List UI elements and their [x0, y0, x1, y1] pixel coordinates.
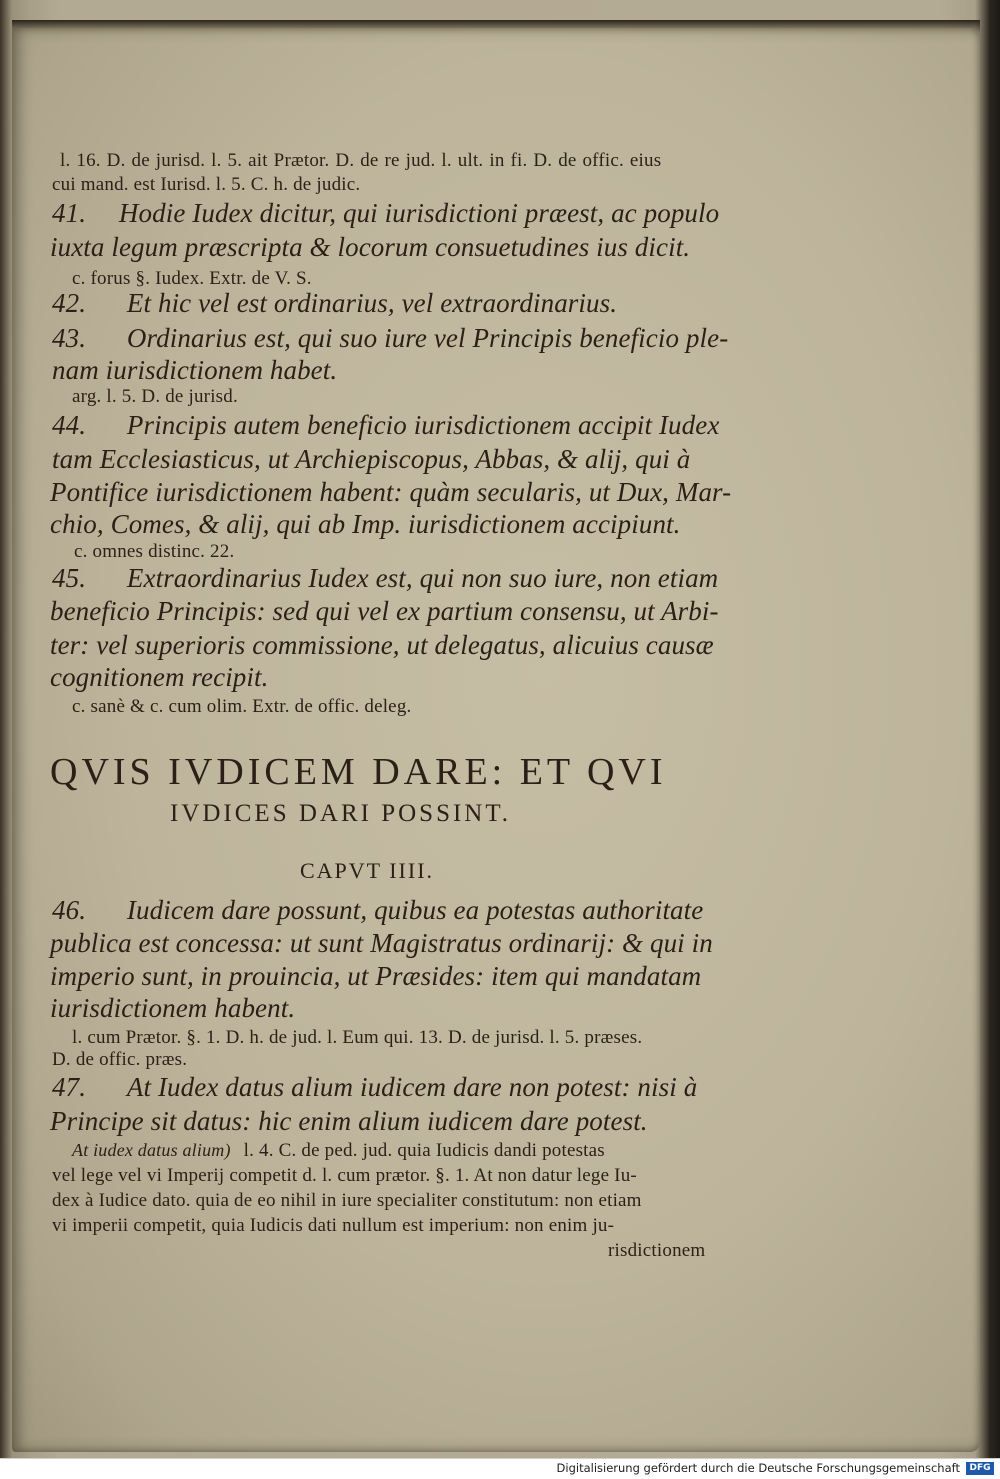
paragraph-line: [52, 323, 728, 354]
paragraph-number: 42.: [52, 288, 87, 318]
paragraph-number: 46.: [52, 895, 87, 925]
chapter-number: CAPVT IIII.: [300, 858, 435, 883]
paragraph-line: nam iurisdictionem habet.: [52, 355, 338, 385]
paragraph-line: [52, 563, 718, 594]
paragraph-line: [52, 198, 719, 229]
paragraph-line: tam Ecclesiasticus, ut Archiepiscopus, Abbas, & alij, qui à: [52, 444, 691, 474]
gloss-lemma: At iudex datus alium): [72, 1140, 231, 1160]
funding-notice: Digitalisierung gefördert durch die Deutsche Forschungsgemeinschaft: [556, 1461, 960, 1475]
citation-line: c. omnes distinc. 22.: [74, 541, 235, 562]
paragraph-text: Extraordinarius Iudex est, qui non suo iure, non etiam: [126, 563, 719, 593]
paragraph-line: [52, 410, 719, 441]
citation-line: c. sanè & c. cum olim. Extr. de offic. deleg.: [72, 696, 412, 717]
gloss-line: vel lege vel vi Imperij competit d. l. cum prætor. §. 1. At non datur lege Iu-: [52, 1165, 637, 1186]
paragraph-line: cognitionem recipit.: [50, 662, 269, 692]
dfg-logo: DFG: [966, 1462, 994, 1475]
gloss-line: [72, 1140, 605, 1162]
paragraph-line: [52, 895, 703, 926]
paragraph-text: Et hic vel est ordinarius, vel extraordinarius.: [126, 288, 618, 318]
footer-bar: [0, 1458, 1000, 1479]
paragraph-line: [52, 288, 617, 319]
paragraph-line: iurisdictionem habent.: [50, 993, 296, 1023]
chapter-title: QVIS IVDICEM DARE: ET QVI: [50, 751, 667, 793]
paragraph-line: publica est concessa: ut sunt Magistratus ordinarij: & qui in: [50, 928, 713, 958]
chapter-subtitle: IVDICES DARI POSSINT.: [170, 800, 512, 827]
paragraph-number: 47.: [52, 1072, 87, 1102]
citation-line: l. 16. D. de jurisd. l. 5. ait Prætor. D. de re jud. l. ult. in fi. D. de offic. eius: [60, 150, 662, 171]
gloss-line: vi imperii competit, quia Iudicis dati nullum est imperium: non enim ju-: [52, 1215, 615, 1236]
citation-line: D. de offic. præs.: [52, 1049, 188, 1070]
paragraph-line: imperio sunt, in prouincia, ut Præsides: item qui mandatam: [50, 961, 702, 991]
paragraph-text: Iudicem dare possunt, quibus ea potestas authoritate: [126, 895, 704, 925]
catchword: risdictionem: [608, 1240, 706, 1261]
paragraph-line: iuxta legum præscripta & locorum consuetudines ius dicit.: [50, 232, 691, 262]
paragraph-number: 43.: [52, 323, 87, 353]
paragraph-line: ter: vel superioris commissione, ut delegatus, alicuius causæ: [50, 630, 714, 660]
citation-line: l. cum Prætor. §. 1. D. h. de jud. l. Eum qui. 13. D. de jurisd. l. 5. præses.: [72, 1027, 643, 1048]
paragraph-text: Principis autem beneficio iurisdictionem accipit Iudex: [126, 410, 720, 440]
paragraph-number: 44.: [52, 410, 87, 440]
paragraph-number: 41.: [52, 198, 87, 228]
gloss-line: dex à Iudice dato. quia de eo nihil in iure specialiter constitutum: non etiam: [52, 1190, 642, 1211]
paragraph-line: chio, Comes, & alij, qui ab Imp. iurisdictionem accipiunt.: [50, 509, 681, 539]
citation-line: c. forus §. Iudex. Extr. de V. S.: [72, 268, 312, 289]
paragraph-text: At Iudex datus alium iudicem dare non potest: nisi à: [126, 1072, 698, 1102]
paragraph-line: Principe sit datus: hic enim alium iudicem dare potest.: [50, 1106, 648, 1136]
paragraph-text: Ordinarius est, qui suo iure vel Principis beneficio ple-: [126, 323, 729, 353]
paragraph-line: [52, 1072, 697, 1103]
citation-line: cui mand. est Iurisd. l. 5. C. h. de judic.: [52, 174, 361, 195]
paragraph-line: beneficio Principis: sed qui vel ex partium consensu, ut Arbi-: [50, 596, 719, 626]
paragraph-number: 45.: [52, 563, 87, 593]
citation-line: arg. l. 5. D. de jurisd.: [72, 386, 238, 407]
gloss-text: l. 4. C. de ped. jud. quia Iudicis dandi potestas: [243, 1140, 605, 1161]
paragraph-text: Hodie Iudex dicitur, qui iurisdictioni præest, ac populo: [118, 198, 720, 228]
paragraph-line: Pontifice iurisdictionem habent: quàm secularis, ut Dux, Mar-: [50, 477, 732, 507]
